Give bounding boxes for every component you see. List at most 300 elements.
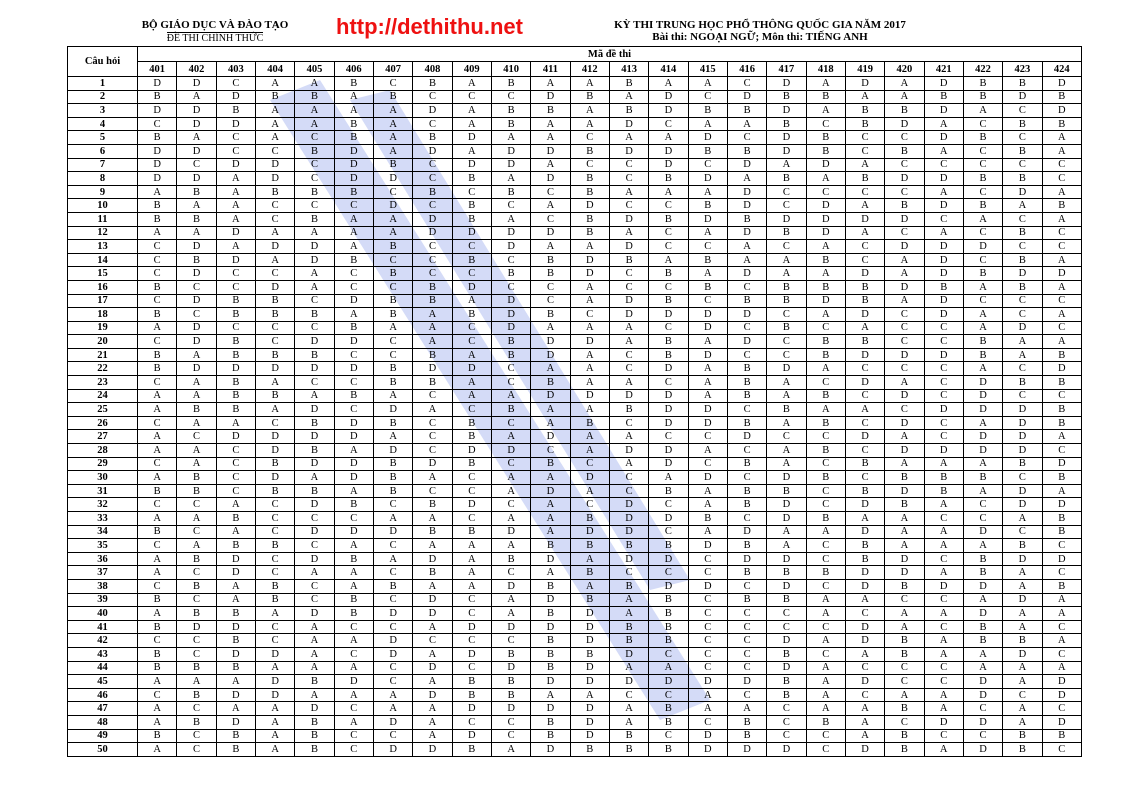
answer-cell: C bbox=[924, 620, 963, 634]
answer-cell: C bbox=[688, 158, 727, 172]
answer-cell: B bbox=[845, 172, 884, 186]
answer-cell: D bbox=[649, 675, 688, 689]
answer-cell: B bbox=[295, 144, 334, 158]
answer-cell: A bbox=[845, 647, 884, 661]
answer-cell: B bbox=[413, 525, 452, 539]
answer-cell: C bbox=[255, 212, 294, 226]
question-number: 31 bbox=[68, 484, 138, 498]
answer-cell: D bbox=[531, 389, 570, 403]
answer-cell: A bbox=[531, 240, 570, 254]
answer-cell: B bbox=[531, 104, 570, 118]
answer-cell: C bbox=[845, 416, 884, 430]
answer-cell: C bbox=[138, 539, 177, 553]
answer-cell: D bbox=[924, 77, 963, 91]
answer-cell: B bbox=[806, 389, 845, 403]
answer-cell: C bbox=[138, 253, 177, 267]
answer-cell: C bbox=[924, 362, 963, 376]
answer-cell: B bbox=[255, 484, 294, 498]
answer-cell: B bbox=[216, 389, 255, 403]
answer-cell: C bbox=[885, 131, 924, 145]
answer-cell: A bbox=[885, 90, 924, 104]
question-number: 23 bbox=[68, 376, 138, 390]
answer-cell: B bbox=[216, 348, 255, 362]
answer-cell: B bbox=[177, 579, 216, 593]
answer-cell: D bbox=[452, 444, 491, 458]
answer-cell: B bbox=[767, 226, 806, 240]
site-url[interactable]: http://dethithu.net bbox=[336, 14, 523, 39]
answer-cell: A bbox=[531, 362, 570, 376]
answer-cell: D bbox=[216, 715, 255, 729]
answer-cell: A bbox=[177, 199, 216, 213]
answer-cell: A bbox=[295, 280, 334, 294]
answer-cell: D bbox=[609, 498, 648, 512]
answer-cell: D bbox=[767, 498, 806, 512]
answer-cell: B bbox=[1003, 226, 1042, 240]
answer-cell: A bbox=[531, 471, 570, 485]
answer-cell: A bbox=[255, 607, 294, 621]
answer-cell: D bbox=[452, 647, 491, 661]
answer-cell: C bbox=[295, 172, 334, 186]
answer-cell: A bbox=[963, 484, 1002, 498]
exam-code-cell: 402 bbox=[177, 62, 216, 77]
answer-cell: D bbox=[885, 444, 924, 458]
answer-cell: C bbox=[452, 90, 491, 104]
answer-cell: D bbox=[334, 457, 373, 471]
answer-cell: D bbox=[688, 348, 727, 362]
answer-cell: A bbox=[609, 715, 648, 729]
answer-cell: C bbox=[727, 688, 766, 702]
answer-cell: B bbox=[570, 144, 609, 158]
answer-cell: C bbox=[255, 335, 294, 349]
answer-cell: A bbox=[924, 688, 963, 702]
answer-cell: C bbox=[177, 593, 216, 607]
answer-cell: C bbox=[334, 647, 373, 661]
answer-cell: A bbox=[413, 647, 452, 661]
answer-cell: D bbox=[570, 729, 609, 743]
answer-cell: B bbox=[767, 280, 806, 294]
answer-cell: C bbox=[177, 647, 216, 661]
answer-cell: A bbox=[177, 675, 216, 689]
answer-cell: C bbox=[806, 729, 845, 743]
answer-cell: A bbox=[452, 539, 491, 553]
answer-cell: D bbox=[649, 416, 688, 430]
answer-cell: C bbox=[688, 661, 727, 675]
answer-cell: C bbox=[1042, 702, 1081, 716]
answer-cell: C bbox=[531, 444, 570, 458]
answer-cell: A bbox=[452, 104, 491, 118]
answer-cell: C bbox=[295, 579, 334, 593]
answer-cell: B bbox=[334, 185, 373, 199]
question-number: 20 bbox=[68, 335, 138, 349]
answer-cell: C bbox=[1042, 620, 1081, 634]
answer-cell: C bbox=[767, 185, 806, 199]
answer-cell: C bbox=[334, 743, 373, 757]
answer-cell: B bbox=[806, 144, 845, 158]
answer-cell: D bbox=[491, 444, 530, 458]
answer-cell: C bbox=[963, 117, 1002, 131]
answer-cell: C bbox=[963, 226, 1002, 240]
answer-cell: C bbox=[255, 267, 294, 281]
answer-cell: A bbox=[491, 512, 530, 526]
answer-cell: A bbox=[806, 172, 845, 186]
answer-cell: A bbox=[649, 253, 688, 267]
answer-cell: D bbox=[963, 579, 1002, 593]
answer-row bbox=[68, 471, 1082, 485]
answer-cell: D bbox=[609, 552, 648, 566]
answer-cell: D bbox=[963, 743, 1002, 757]
answer-cell: B bbox=[491, 403, 530, 417]
answer-cell: A bbox=[334, 226, 373, 240]
answer-row bbox=[68, 294, 1082, 308]
answer-cell: D bbox=[963, 240, 1002, 254]
answer-cell: D bbox=[452, 362, 491, 376]
answer-cell: C bbox=[413, 240, 452, 254]
answer-cell: B bbox=[806, 444, 845, 458]
answer-cell: D bbox=[767, 212, 806, 226]
answer-cell: D bbox=[177, 172, 216, 186]
answer-cell: C bbox=[806, 484, 845, 498]
answer-cell: A bbox=[806, 634, 845, 648]
answer-cell: B bbox=[649, 484, 688, 498]
answer-cell: B bbox=[609, 539, 648, 553]
answer-row bbox=[68, 348, 1082, 362]
answer-row bbox=[68, 117, 1082, 131]
answer-cell: A bbox=[413, 471, 452, 485]
answer-cell: C bbox=[177, 158, 216, 172]
answer-cell: A bbox=[924, 226, 963, 240]
exam-code-cell: 416 bbox=[727, 62, 766, 77]
answer-cell: D bbox=[255, 675, 294, 689]
answer-cell: B bbox=[373, 294, 412, 308]
answer-cell: A bbox=[885, 376, 924, 390]
answer-cell: D bbox=[570, 607, 609, 621]
answer-cell: B bbox=[570, 593, 609, 607]
answer-cell: C bbox=[373, 253, 412, 267]
answer-cell: C bbox=[216, 457, 255, 471]
answer-cell: C bbox=[373, 539, 412, 553]
answer-cell: A bbox=[924, 743, 963, 757]
answer-cell: D bbox=[767, 552, 806, 566]
answer-cell: C bbox=[531, 294, 570, 308]
answer-cell: A bbox=[806, 308, 845, 322]
answer-cell: B bbox=[138, 212, 177, 226]
answer-cell: C bbox=[609, 471, 648, 485]
answer-cell: D bbox=[570, 199, 609, 213]
answer-cell: A bbox=[924, 607, 963, 621]
answer-cell: C bbox=[1042, 226, 1081, 240]
answer-cell: B bbox=[688, 144, 727, 158]
answer-cell: B bbox=[963, 77, 1002, 91]
answer-cell: C bbox=[295, 158, 334, 172]
answer-cell: B bbox=[531, 579, 570, 593]
answer-cell: C bbox=[845, 240, 884, 254]
answer-cell: A bbox=[295, 620, 334, 634]
exam-code-cell: 419 bbox=[845, 62, 884, 77]
answer-cell: D bbox=[177, 362, 216, 376]
answer-cell: C bbox=[649, 566, 688, 580]
answer-cell: C bbox=[295, 294, 334, 308]
answer-cell: C bbox=[727, 634, 766, 648]
answer-cell: B bbox=[1003, 743, 1042, 757]
answer-cell: A bbox=[963, 280, 1002, 294]
answer-cell: A bbox=[609, 457, 648, 471]
answer-cell: C bbox=[963, 498, 1002, 512]
answer-cell: D bbox=[885, 172, 924, 186]
answer-cell: C bbox=[649, 525, 688, 539]
answer-cell: C bbox=[1042, 240, 1081, 254]
answer-cell: D bbox=[491, 620, 530, 634]
question-number: 34 bbox=[68, 525, 138, 539]
answer-cell: C bbox=[452, 661, 491, 675]
answer-cell: D bbox=[885, 348, 924, 362]
answer-cell: A bbox=[255, 715, 294, 729]
answer-row bbox=[68, 457, 1082, 471]
exam-code-cell: 405 bbox=[295, 62, 334, 77]
answer-cell: D bbox=[727, 552, 766, 566]
answer-cell: A bbox=[570, 104, 609, 118]
answer-cell: B bbox=[138, 90, 177, 104]
answer-cell: A bbox=[1003, 512, 1042, 526]
answer-cell: B bbox=[885, 144, 924, 158]
answer-cell: A bbox=[688, 267, 727, 281]
answer-cell: D bbox=[649, 403, 688, 417]
answer-cell: D bbox=[609, 240, 648, 254]
answer-cell: B bbox=[570, 743, 609, 757]
answer-cell: C bbox=[373, 185, 412, 199]
answer-cell: D bbox=[491, 226, 530, 240]
answer-cell: A bbox=[216, 498, 255, 512]
answer-row bbox=[68, 362, 1082, 376]
answer-cell: C bbox=[452, 484, 491, 498]
answer-cell: B bbox=[491, 104, 530, 118]
answer-cell: B bbox=[570, 226, 609, 240]
answer-cell: D bbox=[609, 117, 648, 131]
answer-cell: C bbox=[1003, 158, 1042, 172]
answer-cell: D bbox=[491, 525, 530, 539]
answer-cell: D bbox=[413, 661, 452, 675]
answer-cell: C bbox=[1042, 566, 1081, 580]
answer-cell: A bbox=[767, 525, 806, 539]
answer-cell: D bbox=[452, 702, 491, 716]
answer-cell: D bbox=[1003, 498, 1042, 512]
answer-cell: D bbox=[334, 335, 373, 349]
answer-cell: B bbox=[885, 743, 924, 757]
answer-row bbox=[68, 212, 1082, 226]
answer-cell: A bbox=[216, 199, 255, 213]
answer-cell: D bbox=[413, 362, 452, 376]
answer-cell: B bbox=[1042, 376, 1081, 390]
answer-row bbox=[68, 688, 1082, 702]
answer-cell: D bbox=[924, 715, 963, 729]
answer-cell: B bbox=[216, 743, 255, 757]
answer-cell: A bbox=[452, 144, 491, 158]
answer-cell: A bbox=[609, 131, 648, 145]
answer-cell: C bbox=[255, 321, 294, 335]
answer-cell: A bbox=[295, 661, 334, 675]
answer-cell: D bbox=[924, 294, 963, 308]
answer-cell: B bbox=[1003, 539, 1042, 553]
answer-cell: B bbox=[295, 90, 334, 104]
answer-cell: C bbox=[963, 729, 1002, 743]
answer-cell: D bbox=[885, 566, 924, 580]
answer-cell: D bbox=[963, 430, 1002, 444]
answer-cell: A bbox=[177, 416, 216, 430]
answer-cell: B bbox=[767, 117, 806, 131]
answer-cell: A bbox=[924, 144, 963, 158]
answer-cell: A bbox=[531, 158, 570, 172]
answer-cell: D bbox=[609, 525, 648, 539]
answer-cell: C bbox=[491, 376, 530, 390]
answer-cell: B bbox=[452, 743, 491, 757]
answer-cell: D bbox=[1003, 593, 1042, 607]
answer-cell: A bbox=[295, 471, 334, 485]
answer-cell: D bbox=[570, 702, 609, 716]
answer-cell: C bbox=[138, 498, 177, 512]
answer-cell: A bbox=[531, 416, 570, 430]
answer-cell: D bbox=[924, 240, 963, 254]
answer-cell: B bbox=[806, 471, 845, 485]
answer-cell: C bbox=[452, 335, 491, 349]
answer-cell: B bbox=[845, 335, 884, 349]
answer-cell: C bbox=[885, 308, 924, 322]
answer-cell: B bbox=[491, 267, 530, 281]
answer-cell: B bbox=[373, 308, 412, 322]
answer-cell: C bbox=[649, 240, 688, 254]
answer-cell: A bbox=[452, 117, 491, 131]
question-number: 2 bbox=[68, 90, 138, 104]
answer-cell: A bbox=[806, 688, 845, 702]
answer-cell: B bbox=[727, 457, 766, 471]
answer-cell: C bbox=[688, 647, 727, 661]
question-number: 49 bbox=[68, 729, 138, 743]
answer-cell: D bbox=[649, 579, 688, 593]
answer-cell: D bbox=[727, 308, 766, 322]
answer-cell: D bbox=[688, 416, 727, 430]
answer-cell: D bbox=[688, 212, 727, 226]
answer-cell: C bbox=[295, 512, 334, 526]
question-number: 50 bbox=[68, 743, 138, 757]
answer-cell: C bbox=[373, 77, 412, 91]
answer-cell: D bbox=[491, 321, 530, 335]
exam-code-cell: 424 bbox=[1042, 62, 1081, 77]
answer-cell: D bbox=[373, 403, 412, 417]
answer-cell: D bbox=[452, 498, 491, 512]
question-number: 42 bbox=[68, 634, 138, 648]
answer-cell: A bbox=[334, 688, 373, 702]
exam-code-cell: 415 bbox=[688, 62, 727, 77]
answer-cell: D bbox=[806, 212, 845, 226]
answer-cell: D bbox=[138, 144, 177, 158]
answer-cell: C bbox=[963, 253, 1002, 267]
answer-cell: B bbox=[885, 579, 924, 593]
exam-code-cell: 408 bbox=[413, 62, 452, 77]
answer-cell: D bbox=[963, 444, 1002, 458]
answer-cell: B bbox=[767, 593, 806, 607]
answer-cell: C bbox=[649, 688, 688, 702]
answer-cell: B bbox=[649, 294, 688, 308]
answer-cell: B bbox=[609, 77, 648, 91]
answer-cell: B bbox=[609, 743, 648, 757]
question-number: 26 bbox=[68, 416, 138, 430]
answer-cell: D bbox=[727, 199, 766, 213]
question-number: 3 bbox=[68, 104, 138, 118]
answer-cell: A bbox=[767, 158, 806, 172]
answer-cell: A bbox=[531, 498, 570, 512]
answer-cell: C bbox=[570, 308, 609, 322]
answer-cell: A bbox=[216, 579, 255, 593]
answer-cell: C bbox=[373, 348, 412, 362]
answer-cell: D bbox=[334, 294, 373, 308]
answer-cell: B bbox=[885, 498, 924, 512]
answer-cell: B bbox=[531, 457, 570, 471]
answer-cell: D bbox=[531, 348, 570, 362]
answer-cell: C bbox=[845, 661, 884, 675]
answer-cell: C bbox=[1003, 362, 1042, 376]
answer-cell: A bbox=[138, 607, 177, 621]
answer-cell: B bbox=[138, 131, 177, 145]
answer-cell: C bbox=[216, 144, 255, 158]
answer-cell: A bbox=[924, 525, 963, 539]
answer-cell: A bbox=[570, 403, 609, 417]
answer-cell: C bbox=[727, 77, 766, 91]
answer-cell: A bbox=[688, 117, 727, 131]
answer-cell: B bbox=[649, 172, 688, 186]
answer-cell: D bbox=[177, 144, 216, 158]
answer-cell: D bbox=[373, 743, 412, 757]
answer-cell: B bbox=[727, 593, 766, 607]
answer-cell: C bbox=[924, 430, 963, 444]
exam-title: KỲ THI TRUNG HỌC PHỔ THÔNG QUỐC GIA NĂM 2017 bbox=[614, 19, 906, 31]
answer-row bbox=[68, 498, 1082, 512]
answer-cell: B bbox=[491, 117, 530, 131]
answer-cell: A bbox=[885, 539, 924, 553]
answer-cell: C bbox=[609, 199, 648, 213]
answer-cell: C bbox=[216, 280, 255, 294]
answer-cell: A bbox=[609, 702, 648, 716]
answer-cell: A bbox=[334, 539, 373, 553]
answer-cell: D bbox=[1042, 267, 1081, 281]
question-number: 24 bbox=[68, 389, 138, 403]
answer-cell: A bbox=[688, 688, 727, 702]
answer-cell: B bbox=[649, 743, 688, 757]
question-number: 11 bbox=[68, 212, 138, 226]
answer-cell: B bbox=[727, 104, 766, 118]
answer-cell: D bbox=[531, 90, 570, 104]
question-number: 14 bbox=[68, 253, 138, 267]
answer-cell: B bbox=[767, 172, 806, 186]
answer-cell: C bbox=[413, 90, 452, 104]
answer-cell: D bbox=[295, 457, 334, 471]
answer-cell: B bbox=[885, 729, 924, 743]
answer-cell: B bbox=[1042, 525, 1081, 539]
answer-row bbox=[68, 416, 1082, 430]
answer-cell: A bbox=[767, 253, 806, 267]
answer-cell: D bbox=[963, 675, 1002, 689]
question-number: 16 bbox=[68, 280, 138, 294]
answer-cell: C bbox=[413, 634, 452, 648]
answer-cell: A bbox=[373, 321, 412, 335]
answer-cell: D bbox=[963, 607, 1002, 621]
answer-cell: C bbox=[413, 172, 452, 186]
answer-cell: C bbox=[688, 90, 727, 104]
answer-cell: A bbox=[570, 444, 609, 458]
answer-cell: B bbox=[727, 294, 766, 308]
exam-code-cell: 413 bbox=[609, 62, 648, 77]
answer-row bbox=[68, 702, 1082, 716]
answer-cell: D bbox=[1003, 403, 1042, 417]
answer-cell: C bbox=[177, 566, 216, 580]
answer-cell: B bbox=[177, 661, 216, 675]
